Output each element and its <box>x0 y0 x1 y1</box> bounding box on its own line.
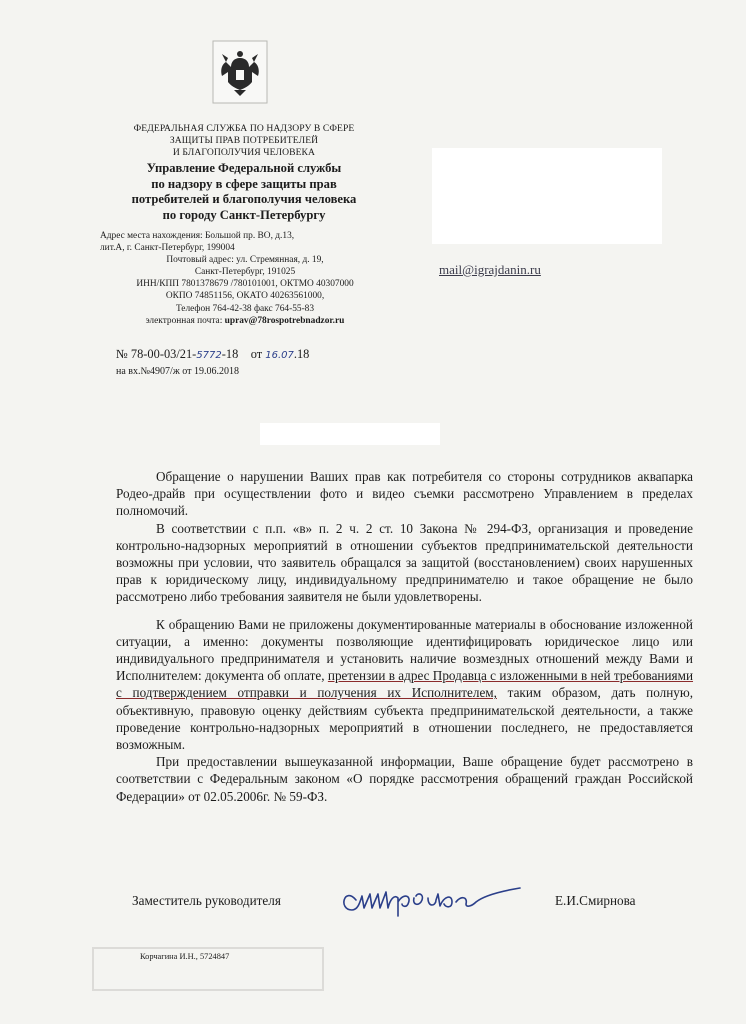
incoming-reference: на вх.№4907/ж от 19.06.2018 <box>116 366 239 377</box>
underlined-text: претензии в адрес Продавца с изложенными в ней требованиями с подтверждением отправки и получения их Исполнителем, <box>116 668 694 701</box>
recipient-email: mail@igrajdanin.ru <box>439 262 541 277</box>
outgoing-reference <box>116 347 309 362</box>
paragraph-text: таким образом, дать полную, объективную, правовую оценку действиям субъекта предпринимательской деятельности, а также проведение контрольно-надзорных мероприятий в отношении последнего, не предоставляется возможным. <box>116 685 694 753</box>
paragraph: При предоставлении вышеуказанной информации, Ваше обращение будет рассмотрено в соответствии с Федеральным законом «О порядке рассмотрения обращений граждан Российской Федерации» от 02.05.2006г. № 59-ФЗ. <box>116 754 693 804</box>
paragraph: В соответствии с п.п. «в» п. 2 ч. 2 ст. 10 Закона № 294-ФЗ, организация и проведение контрольно-надзорных мероприятий в отношении субъектов предпринимательской деятельности возможны при условии, что заявитель обращался за защитой (восстановлением) своих нарушенных прав к юридическому лицу, индивидуальному предпринимателю и такое обращение не было рассмотрено либо требования заявителя не были удовлетворены. <box>116 520 693 605</box>
agency-line: ФЕДЕРАЛЬНАЯ СЛУЖБА ПО НАДЗОРУ В СФЕРЕ <box>133 123 355 134</box>
address-line: лит.А, г. Санкт-Петербург, 199004 <box>100 243 235 254</box>
agency-line: И БЛАГОПОЛУЧИЯ ЧЕЛОВЕКА <box>172 147 316 158</box>
address-line: Адрес места нахождения: Большой пр. ВО, д.13, <box>100 231 295 241</box>
agency-line: ЗАЩИТЫ ПРАВ ПОТРЕБИТЕЛЕЙ <box>169 135 319 146</box>
office-line: Управление Федеральной службы <box>146 161 342 175</box>
office-title <box>100 161 388 223</box>
ref-date-suffix: .18 <box>293 347 310 361</box>
paragraph-text: К обращению Вами не приложены документированные материалы в обоснование изложенной ситуации, а именно: документы позволяющие идентифицировать юридическое лицо или индивидуального предпринимателя и установить наличие возмездных отношений между Вами и Исполнителем: документа об оплате, <box>116 616 693 684</box>
email-line <box>100 315 390 327</box>
redacted-block <box>432 148 662 244</box>
executor-info: Корчагина И.Н., 5724847 <box>140 952 230 961</box>
office-address <box>100 230 390 327</box>
paragraph <box>116 616 693 754</box>
email-label: электронная почта: <box>145 315 223 326</box>
paragraph: Обращение о нарушении Ваших прав как потребителя со стороны сотрудников аквапарка Родео-драйв при осуществлении фото и видео съемки рассмотрено Управлением в пределах полномочий. <box>116 469 693 519</box>
ref-number-handwritten: 5772 <box>196 350 222 361</box>
redacted-block <box>260 423 440 445</box>
agency-header <box>100 123 388 223</box>
state-emblem-icon <box>212 40 268 104</box>
ref-date-label: от <box>250 347 263 361</box>
ref-number-suffix: -18 <box>221 347 239 361</box>
address-line: Почтовый адрес: ул. Стремянная, д. 19, <box>166 255 324 266</box>
address-line: Санкт-Петербург, 191025 <box>194 267 296 278</box>
address-line: ИНН/КПП 7801378679 /780101001, ОКТМО 40307000 <box>136 279 354 290</box>
letter-body <box>116 468 693 805</box>
handwritten-signature <box>336 872 526 920</box>
ref-date-handwritten: 16.07 <box>265 350 294 361</box>
signatory-position: Заместитель руководителя <box>132 893 281 908</box>
office-line: по городу Санкт-Петербургу <box>162 207 326 222</box>
office-line: потребителей и благополучия человека <box>131 192 357 206</box>
office-line: по надзору в сфере защиты прав <box>151 176 337 191</box>
office-email: uprav@78rospotrebnadzor.ru <box>224 315 345 326</box>
signatory-name: Е.И.Смирнова <box>555 893 636 908</box>
ref-number-prefix: № 78-00-03/21- <box>116 347 197 361</box>
address-line: ОКПО 74851156, ОКАТО 40263561000, <box>165 291 325 302</box>
address-line: Телефон 764-42-38 факс 764-55-83 <box>175 303 315 314</box>
